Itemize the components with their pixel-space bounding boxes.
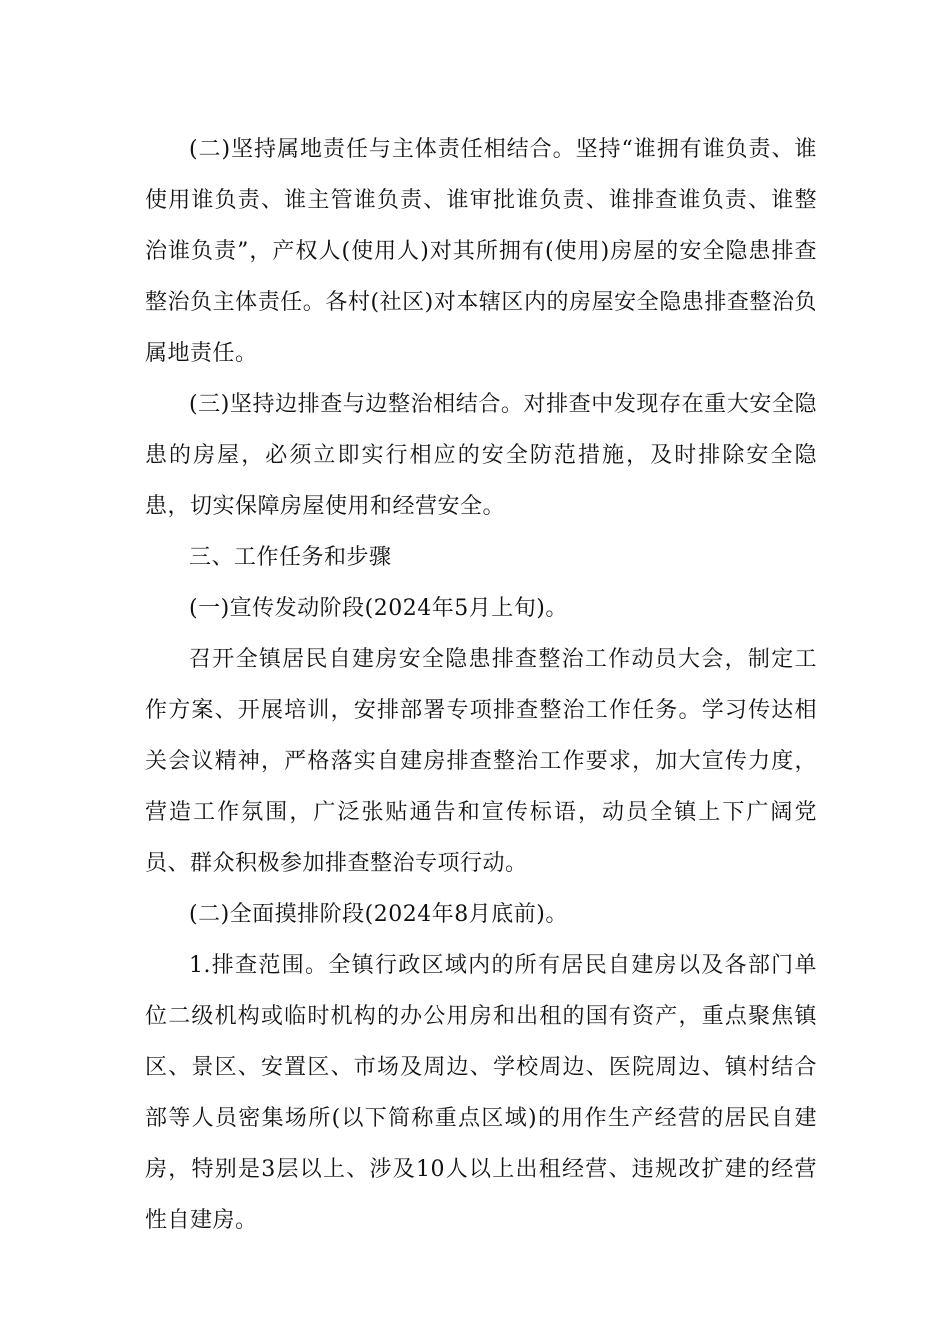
paragraph-survey-scope: 1.排查范围。全镇行政区域内的所有居民自建房以及各部门单位二级机构或临时机构的办公用房和出租的国有资产，重点聚焦镇区、景区、安置区、市场及周边、学校周边、医院周边、镇村结合部等人员密集场所(以下简称重点区域)的用作生产经营的居民自建房，特别是3层以上、涉及10人以上出租经营、违规改扩建的经营性自建房。: [145, 953, 817, 1233]
section-heading-tasks: 三、工作任务和步骤: [189, 545, 392, 570]
paragraph-principle-3: (三)坚持边排查与边整治相结合。对排查中发现存在重大安全隐患的房屋，必须立即实行相应的安全防范措施，及时排除安全隐患，切实保障房屋使用和经营安全。: [145, 392, 817, 519]
subheading-survey-stage: (二)全面摸排阶段(2024年8月底前)。: [189, 902, 568, 927]
paragraph-principle-2: (二)坚持属地责任与主体责任相结合。坚持“谁拥有谁负责、谁使用谁负责、谁主管谁负责、谁审批谁负责、谁排查谁负责、谁整治谁负责”，产权人(使用人)对其所拥有(使用)房屋的安全隐患排查整治负主体责任。各村(社区)对本辖区内的房屋安全隐患排查整治负属地责任。: [145, 137, 817, 366]
paragraph-publicity-stage: 召开全镇居民自建房安全隐患排查整治工作动员大会，制定工作方案、开展培训，安排部署专项排查整治工作任务。学习传达相关会议精神，严格落实自建房排查整治工作要求，加大宣传力度，营造工作氛围，广泛张贴通告和宣传标语，动员全镇上下广阔党员、群众积极参加排查整治专项行动。: [145, 647, 817, 876]
subheading-publicity-stage: (一)宣传发动阶段(2024年5月上旬)。: [189, 596, 568, 621]
document-body: [145, 124, 817, 1246]
